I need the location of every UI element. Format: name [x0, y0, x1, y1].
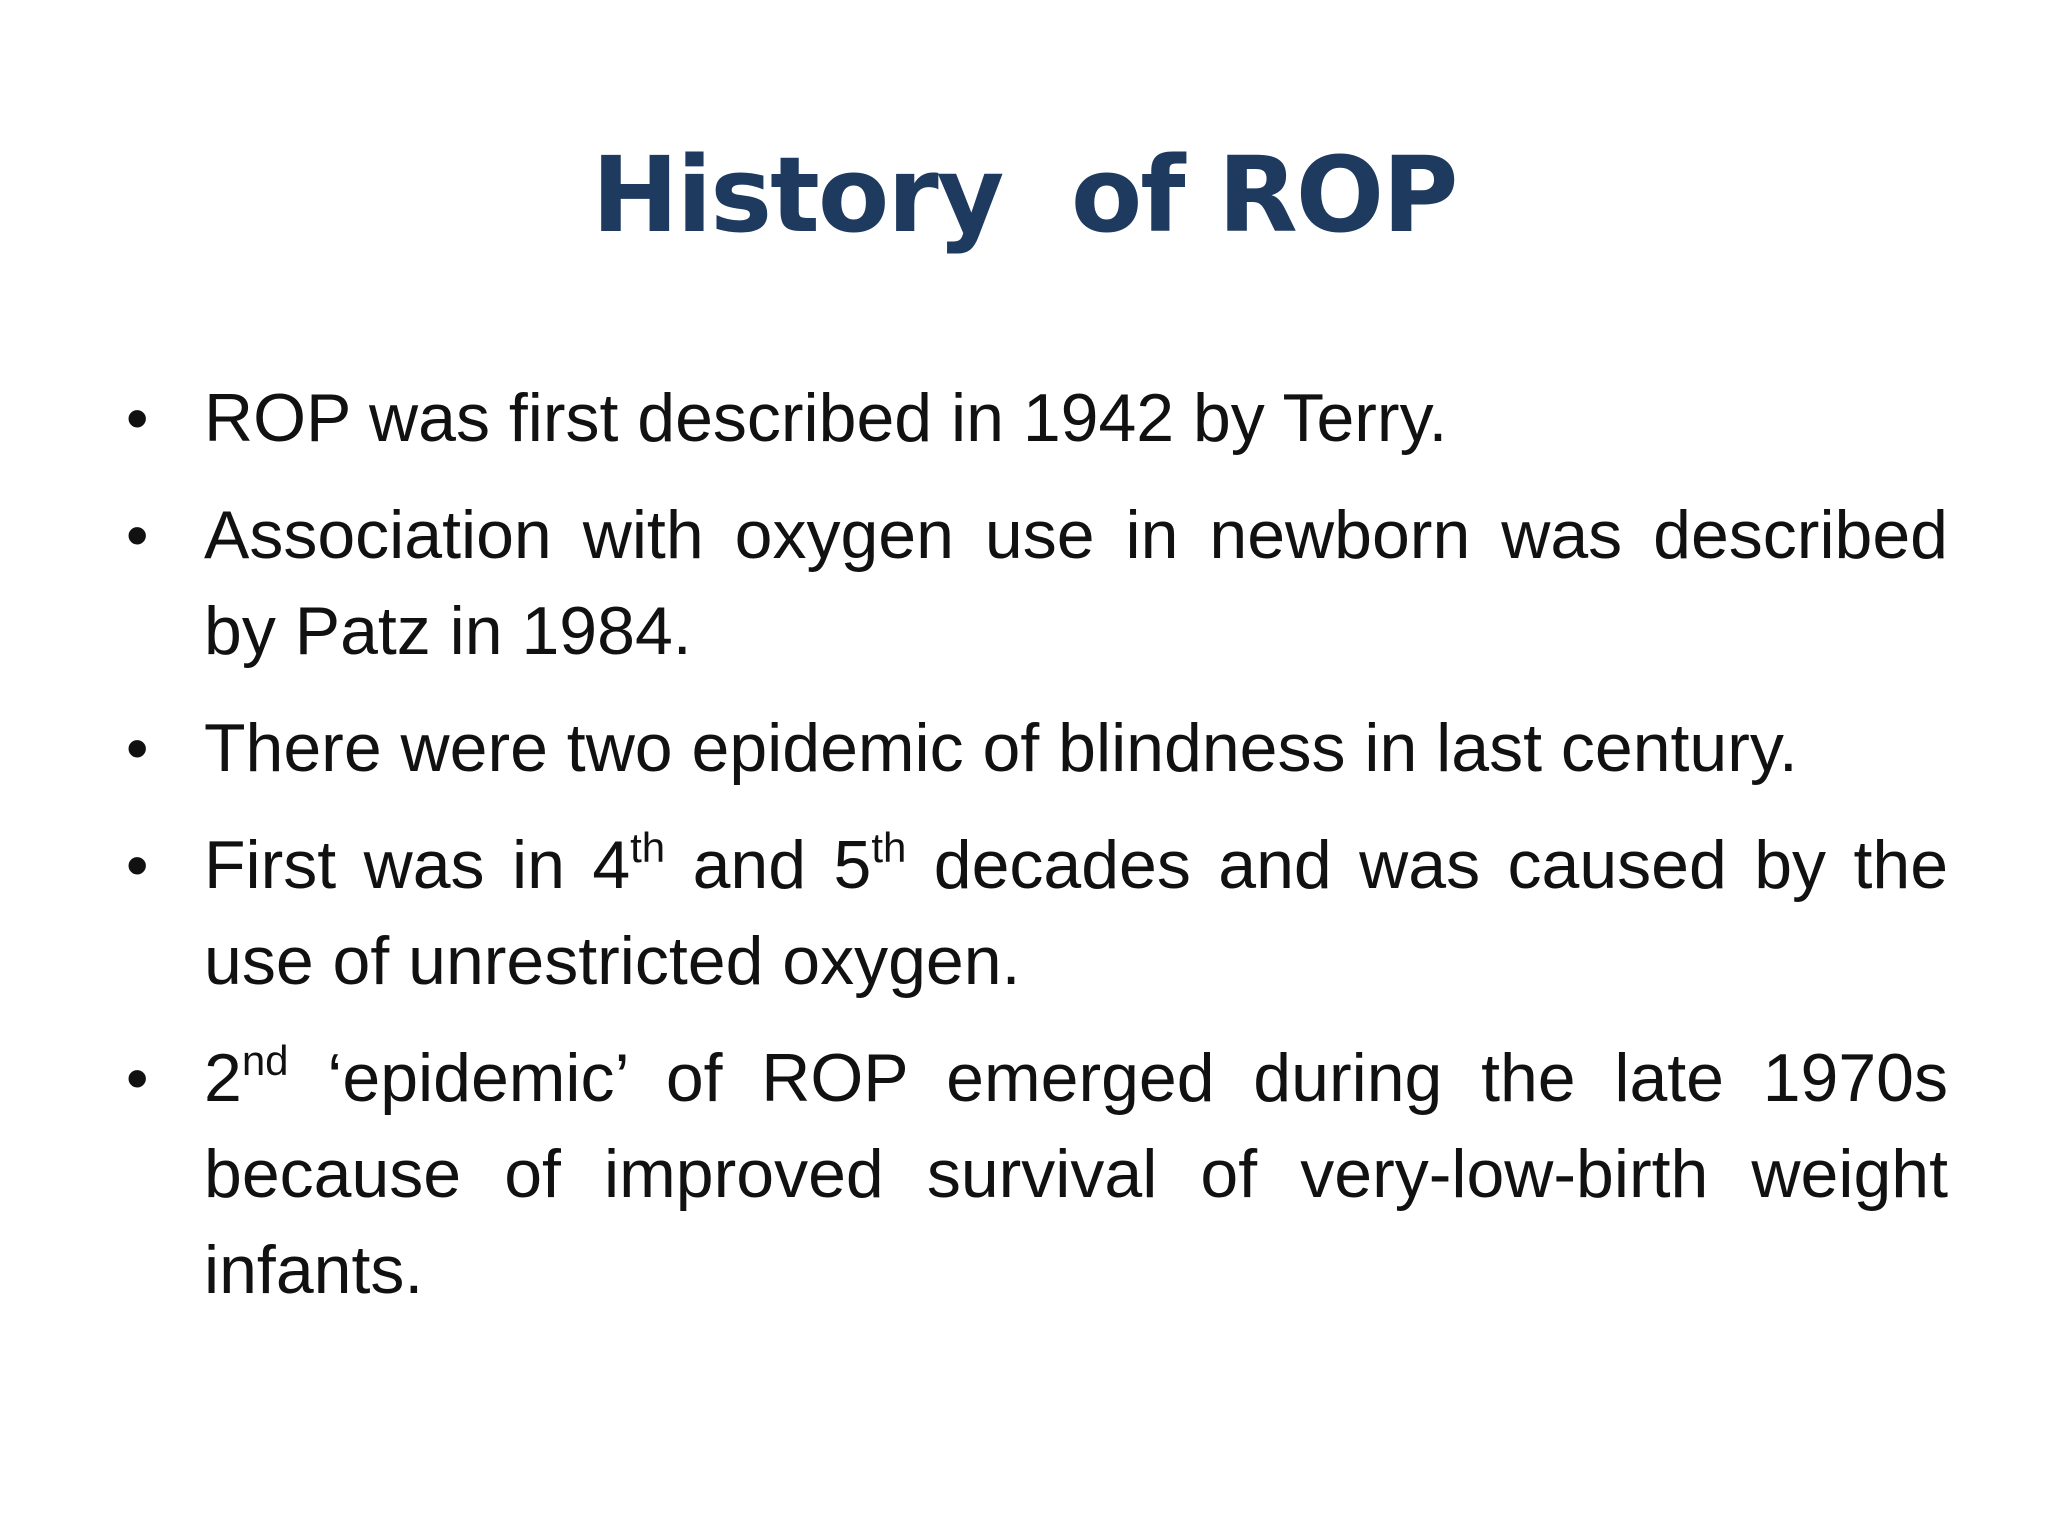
- bullet-text-part: ‘epidemic’ of ROP emerged during the late 1970s because of improved survival of very-low-birth weight infants.: [204, 1040, 1948, 1308]
- bullet-text: [204, 1037, 1948, 1308]
- bullet-icon: •: [126, 712, 149, 784]
- bullet-text: ROP was first described in 1942 by Terry.: [204, 380, 1448, 456]
- bullet-item: [118, 370, 1948, 466]
- bullet-item: [118, 1030, 1948, 1318]
- bullet-text: [204, 824, 1949, 999]
- ordinal-suffix: th: [871, 824, 907, 871]
- bullet-text-part: First was in 4: [204, 827, 631, 903]
- bullet-icon: •: [126, 382, 149, 454]
- bullet-icon: •: [126, 1042, 149, 1114]
- bullet-text-part: and 5: [665, 827, 872, 903]
- ordinal-suffix: th: [630, 824, 666, 871]
- bullet-icon: •: [126, 499, 149, 571]
- slide-title: History of ROP: [591, 134, 1457, 256]
- bullet-item: [118, 700, 1948, 796]
- bullet-text: Association with oxygen use in newborn was described by Patz in 1984.: [204, 497, 1948, 669]
- bullet-icon: •: [126, 829, 149, 901]
- bullet-item: [118, 817, 1948, 1009]
- bullet-text: There were two epidemic of blindness in last century.: [204, 710, 1798, 786]
- bullet-list: [118, 370, 1948, 1339]
- ordinal-suffix: nd: [241, 1037, 289, 1084]
- bullet-item: [118, 487, 1948, 679]
- bullet-text-part: 2: [204, 1040, 242, 1116]
- bullet-text-part: decades and was caused by the use of unrestricted oxygen.: [204, 827, 1949, 999]
